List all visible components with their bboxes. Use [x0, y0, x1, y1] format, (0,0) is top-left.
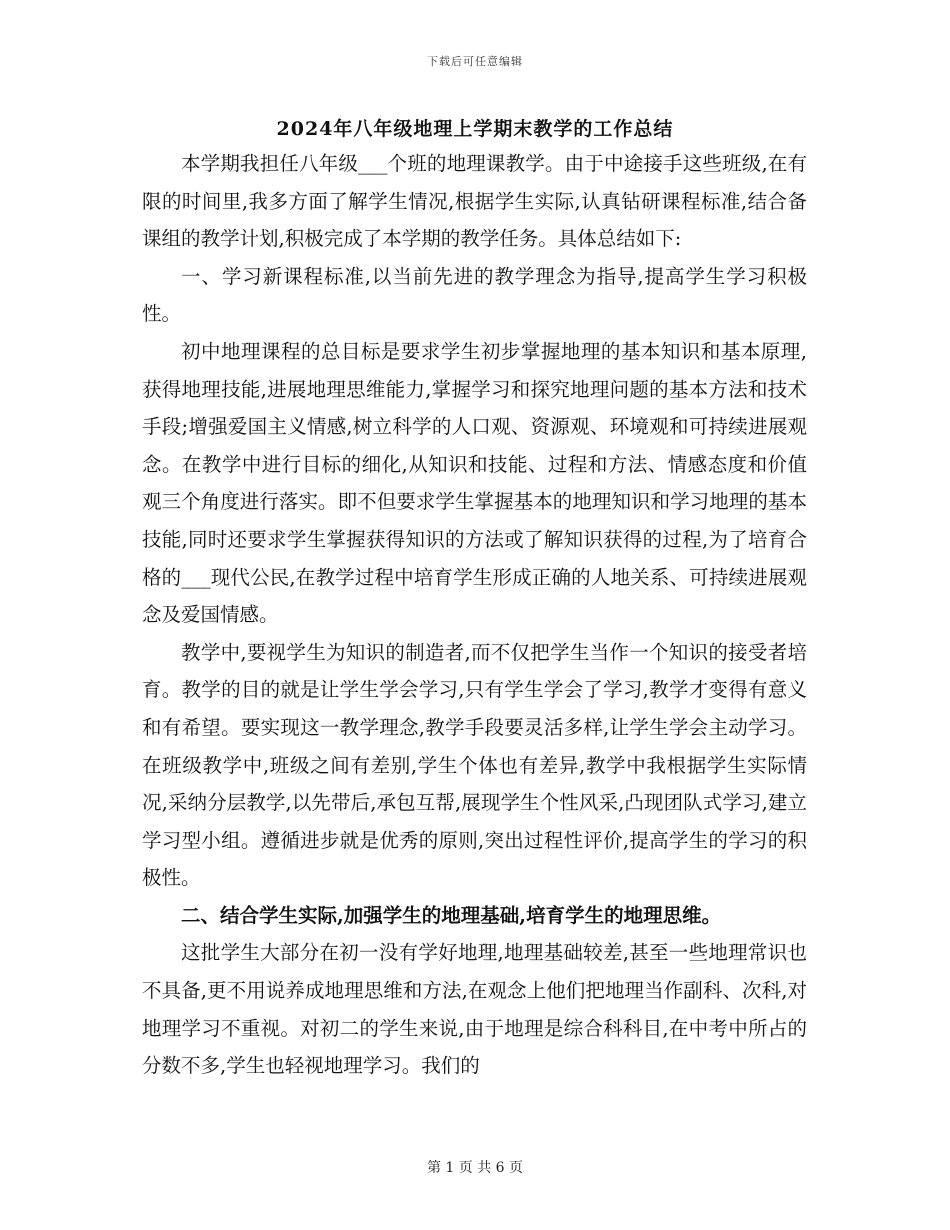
document-body: [142, 145, 807, 1085]
paragraph-section-one-heading: 一、学习新课程标准,以当前先进的教学理念为指导,提高学生学习积极性。: [142, 264, 807, 326]
paragraph-intro: 本学期我担任八年级___个班的地理课教学。由于中途接手这些班级,在有限的时间里,我多方面了解学生情况,根据学生实际,认真钻研课程标准,结合备课组的教学计划,积极完成了本学期的教学任务。具体总结如下:: [142, 152, 807, 251]
paragraph-student-situation: 这批学生大部分在初一没有学好地理,地理基础较差,甚至一些地理常识也不具备,更不用说养成地理思维和方法,在观念上他们把地理当作副科、次科,对地理学习不重视。对初二的学生来说,由于地理是综合科科目,在中考中所占的分数不多,学生也轻视地理学习。我们的: [142, 941, 807, 1078]
document-title: 2024年八年级地理上学期末教学的工作总结: [276, 118, 674, 140]
page-number-footer: 第 1 页 共 6 页: [426, 1160, 524, 1176]
paragraph-teaching-approach: 教学中,要视学生为知识的制造者,而不仅把学生当作一个知识的接受者培育。教学的目的就是让学生学会学习,只有学生学会了学习,教学才变得有意义和有希望。要实现这一教学理念,教学手段要灵活多样,让学生学会主动学习。在班级教学中,班级之间有差别,学生个体也有差异,教学中我根据学生实际情况,采纳分层教学,以先带后,承包互帮,展现学生个性风采,凸现团队式学习,建立学习型小组。遵循进步就是优秀的原则,突出过程性评价,提高学生的学习的积极性。: [142, 640, 807, 890]
paragraph-section-two-heading: 二、结合学生实际,加强学生的地理基础,培育学生的地理思维。: [181, 903, 722, 927]
page-header-note: 下载后可任意编辑: [427, 55, 523, 68]
paragraph-curriculum-goals: 初中地理课程的总目标是要求学生初步掌握地理的基本知识和基本原理,获得地理技能,进展地理思维能力,掌握学习和探究地理问题的基本方法和技术手段;增强爱国主义情感,树立科学的人口观、资源观、环境观和可持续进展观念。在教学中进行目标的细化,从知识和技能、过程和方法、情感态度和价值观三个角度进行落实。即不但要求学生掌握基本的地理知识和学习地理的基本技能,同时还要求学生掌握获得知识的方法或了解知识获得的过程,为了培育合格的___现代公民,在教学过程中培育学生形成正确的人地关系、可持续进展观念及爱国情感。: [142, 339, 807, 627]
